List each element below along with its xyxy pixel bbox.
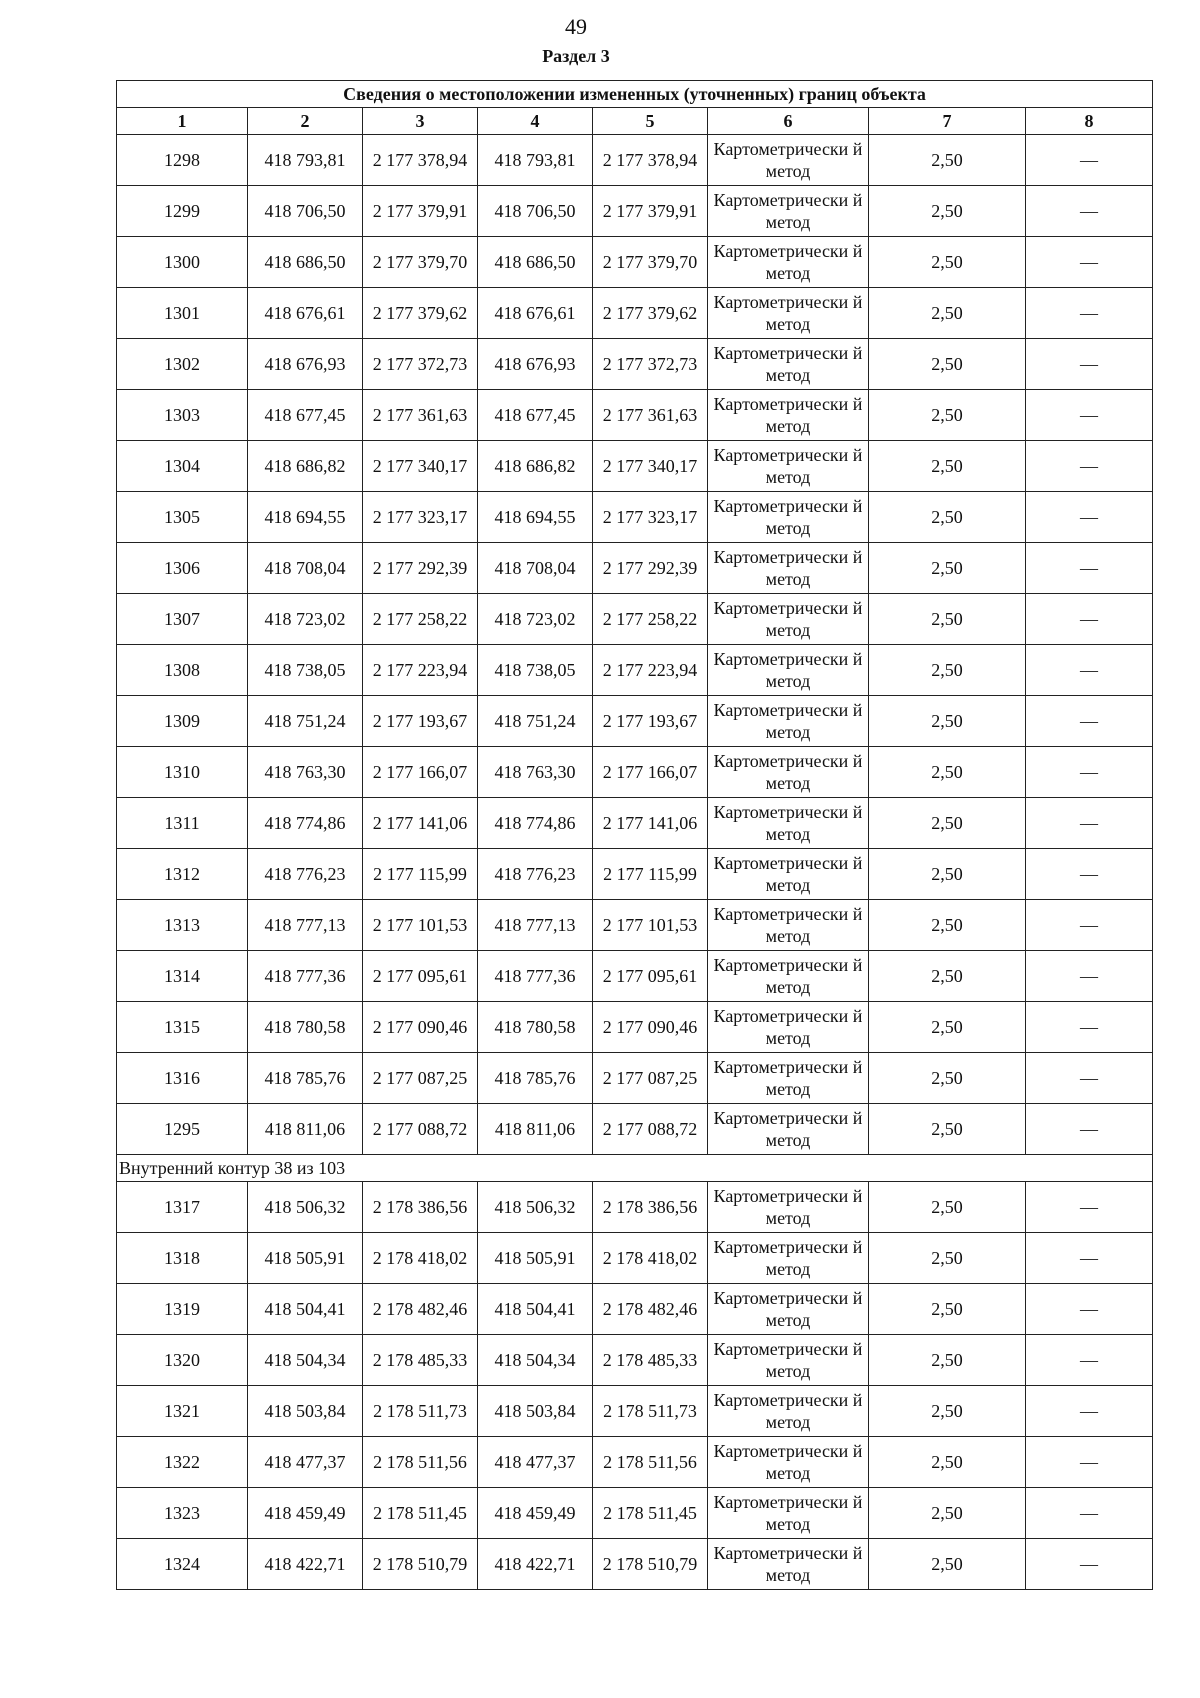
point-number-cell: 1312 bbox=[117, 849, 248, 900]
x-coordinate-cell: 418 751,24 bbox=[248, 696, 363, 747]
point-number-cell: 1318 bbox=[117, 1233, 248, 1284]
x-coordinate-refined-cell: 418 708,04 bbox=[478, 543, 593, 594]
y-coordinate-cell: 2 177 372,73 bbox=[363, 339, 478, 390]
point-number-cell: 1322 bbox=[117, 1437, 248, 1488]
description-cell: — bbox=[1026, 798, 1153, 849]
x-coordinate-cell: 418 676,93 bbox=[248, 339, 363, 390]
description-cell: — bbox=[1026, 543, 1153, 594]
method-cell: Картометрически й метод bbox=[708, 441, 869, 492]
y-coordinate-cell: 2 178 418,02 bbox=[363, 1233, 478, 1284]
method-cell: Картометрически й метод bbox=[708, 1539, 869, 1590]
table-row bbox=[117, 1335, 1153, 1386]
x-coordinate-cell: 418 504,34 bbox=[248, 1335, 363, 1386]
column-number: 6 bbox=[708, 108, 869, 135]
x-coordinate-refined-cell: 418 811,06 bbox=[478, 1104, 593, 1155]
x-coordinate-refined-cell: 418 777,13 bbox=[478, 900, 593, 951]
x-coordinate-refined-cell: 418 780,58 bbox=[478, 1002, 593, 1053]
column-number: 3 bbox=[363, 108, 478, 135]
y-coordinate-cell: 2 177 223,94 bbox=[363, 645, 478, 696]
column-number: 7 bbox=[869, 108, 1026, 135]
table-row bbox=[117, 1182, 1153, 1233]
table-row bbox=[117, 1488, 1153, 1539]
description-cell: — bbox=[1026, 135, 1153, 186]
y-coordinate-refined-cell: 2 177 292,39 bbox=[593, 543, 708, 594]
x-coordinate-refined-cell: 418 777,36 bbox=[478, 951, 593, 1002]
x-coordinate-cell: 418 793,81 bbox=[248, 135, 363, 186]
accuracy-cell: 2,50 bbox=[869, 237, 1026, 288]
description-cell: — bbox=[1026, 1053, 1153, 1104]
x-coordinate-cell: 418 503,84 bbox=[248, 1386, 363, 1437]
x-coordinate-cell: 418 777,36 bbox=[248, 951, 363, 1002]
x-coordinate-cell: 418 686,50 bbox=[248, 237, 363, 288]
point-number-cell: 1321 bbox=[117, 1386, 248, 1437]
table-row bbox=[117, 492, 1153, 543]
x-coordinate-cell: 418 723,02 bbox=[248, 594, 363, 645]
y-coordinate-cell: 2 178 482,46 bbox=[363, 1284, 478, 1335]
table-row bbox=[117, 1539, 1153, 1590]
description-cell: — bbox=[1026, 696, 1153, 747]
description-cell: — bbox=[1026, 1335, 1153, 1386]
method-cell: Картометрически й метод bbox=[708, 237, 869, 288]
point-number-cell: 1303 bbox=[117, 390, 248, 441]
description-cell: — bbox=[1026, 951, 1153, 1002]
y-coordinate-refined-cell: 2 178 418,02 bbox=[593, 1233, 708, 1284]
method-cell: Картометрически й метод bbox=[708, 1053, 869, 1104]
y-coordinate-cell: 2 177 090,46 bbox=[363, 1002, 478, 1053]
x-coordinate-cell: 418 708,04 bbox=[248, 543, 363, 594]
x-coordinate-refined-cell: 418 774,86 bbox=[478, 798, 593, 849]
table-row bbox=[117, 1002, 1153, 1053]
column-number-row bbox=[117, 108, 1153, 135]
y-coordinate-refined-cell: 2 177 095,61 bbox=[593, 951, 708, 1002]
table-row bbox=[117, 645, 1153, 696]
y-coordinate-cell: 2 177 361,63 bbox=[363, 390, 478, 441]
column-number: 2 bbox=[248, 108, 363, 135]
table-row bbox=[117, 1386, 1153, 1437]
y-coordinate-refined-cell: 2 177 087,25 bbox=[593, 1053, 708, 1104]
accuracy-cell: 2,50 bbox=[869, 1002, 1026, 1053]
y-coordinate-refined-cell: 2 177 090,46 bbox=[593, 1002, 708, 1053]
x-coordinate-refined-cell: 418 676,61 bbox=[478, 288, 593, 339]
y-coordinate-cell: 2 177 166,07 bbox=[363, 747, 478, 798]
table-row bbox=[117, 135, 1153, 186]
method-cell: Картометрически й метод bbox=[708, 1335, 869, 1386]
x-coordinate-cell: 418 706,50 bbox=[248, 186, 363, 237]
point-number-cell: 1302 bbox=[117, 339, 248, 390]
table-caption: Сведения о местоположении измененных (уточненных) границ объекта bbox=[117, 81, 1153, 108]
method-cell: Картометрически й метод bbox=[708, 849, 869, 900]
method-cell: Картометрически й метод bbox=[708, 492, 869, 543]
x-coordinate-cell: 418 504,41 bbox=[248, 1284, 363, 1335]
y-coordinate-refined-cell: 2 177 379,70 bbox=[593, 237, 708, 288]
accuracy-cell: 2,50 bbox=[869, 645, 1026, 696]
x-coordinate-cell: 418 422,71 bbox=[248, 1539, 363, 1590]
y-coordinate-cell: 2 177 258,22 bbox=[363, 594, 478, 645]
y-coordinate-cell: 2 177 323,17 bbox=[363, 492, 478, 543]
y-coordinate-refined-cell: 2 177 258,22 bbox=[593, 594, 708, 645]
point-number-cell: 1317 bbox=[117, 1182, 248, 1233]
y-coordinate-refined-cell: 2 177 088,72 bbox=[593, 1104, 708, 1155]
accuracy-cell: 2,50 bbox=[869, 900, 1026, 951]
x-coordinate-cell: 418 459,49 bbox=[248, 1488, 363, 1539]
point-number-cell: 1295 bbox=[117, 1104, 248, 1155]
y-coordinate-refined-cell: 2 177 378,94 bbox=[593, 135, 708, 186]
accuracy-cell: 2,50 bbox=[869, 492, 1026, 543]
y-coordinate-refined-cell: 2 177 101,53 bbox=[593, 900, 708, 951]
accuracy-cell: 2,50 bbox=[869, 1182, 1026, 1233]
contour-label: Внутренний контур 38 из 103 bbox=[117, 1155, 1153, 1182]
y-coordinate-cell: 2 177 115,99 bbox=[363, 849, 478, 900]
y-coordinate-refined-cell: 2 178 511,56 bbox=[593, 1437, 708, 1488]
method-cell: Картометрически й метод bbox=[708, 1386, 869, 1437]
page-number: 49 bbox=[565, 14, 587, 39]
x-coordinate-cell: 418 686,82 bbox=[248, 441, 363, 492]
method-cell: Картометрически й метод bbox=[708, 696, 869, 747]
description-cell: — bbox=[1026, 1539, 1153, 1590]
point-number-cell: 1311 bbox=[117, 798, 248, 849]
x-coordinate-cell: 418 780,58 bbox=[248, 1002, 363, 1053]
accuracy-cell: 2,50 bbox=[869, 747, 1026, 798]
accuracy-cell: 2,50 bbox=[869, 1053, 1026, 1104]
y-coordinate-refined-cell: 2 177 166,07 bbox=[593, 747, 708, 798]
description-cell: — bbox=[1026, 900, 1153, 951]
x-coordinate-cell: 418 774,86 bbox=[248, 798, 363, 849]
y-coordinate-refined-cell: 2 177 323,17 bbox=[593, 492, 708, 543]
method-cell: Картометрически й метод bbox=[708, 339, 869, 390]
table-row bbox=[117, 441, 1153, 492]
coordinates-table bbox=[116, 80, 1153, 1590]
y-coordinate-cell: 2 178 511,73 bbox=[363, 1386, 478, 1437]
description-cell: — bbox=[1026, 288, 1153, 339]
y-coordinate-refined-cell: 2 178 511,45 bbox=[593, 1488, 708, 1539]
x-coordinate-cell: 418 505,91 bbox=[248, 1233, 363, 1284]
column-number: 8 bbox=[1026, 108, 1153, 135]
x-coordinate-refined-cell: 418 751,24 bbox=[478, 696, 593, 747]
y-coordinate-refined-cell: 2 177 372,73 bbox=[593, 339, 708, 390]
point-number-cell: 1307 bbox=[117, 594, 248, 645]
x-coordinate-cell: 418 777,13 bbox=[248, 900, 363, 951]
point-number-cell: 1314 bbox=[117, 951, 248, 1002]
table-row bbox=[117, 339, 1153, 390]
method-cell: Картометрически й метод bbox=[708, 900, 869, 951]
table-row bbox=[117, 594, 1153, 645]
x-coordinate-refined-cell: 418 776,23 bbox=[478, 849, 593, 900]
table-row bbox=[117, 237, 1153, 288]
y-coordinate-refined-cell: 2 178 511,73 bbox=[593, 1386, 708, 1437]
table-body bbox=[117, 135, 1153, 1590]
x-coordinate-refined-cell: 418 503,84 bbox=[478, 1386, 593, 1437]
accuracy-cell: 2,50 bbox=[869, 798, 1026, 849]
x-coordinate-cell: 418 811,06 bbox=[248, 1104, 363, 1155]
method-cell: Картометрически й метод bbox=[708, 594, 869, 645]
accuracy-cell: 2,50 bbox=[869, 135, 1026, 186]
accuracy-cell: 2,50 bbox=[869, 849, 1026, 900]
method-cell: Картометрически й метод bbox=[708, 390, 869, 441]
method-cell: Картометрически й метод bbox=[708, 1182, 869, 1233]
description-cell: — bbox=[1026, 1437, 1153, 1488]
description-cell: — bbox=[1026, 492, 1153, 543]
y-coordinate-refined-cell: 2 177 223,94 bbox=[593, 645, 708, 696]
description-cell: — bbox=[1026, 1104, 1153, 1155]
accuracy-cell: 2,50 bbox=[869, 1386, 1026, 1437]
y-coordinate-cell: 2 177 379,62 bbox=[363, 288, 478, 339]
x-coordinate-refined-cell: 418 686,82 bbox=[478, 441, 593, 492]
accuracy-cell: 2,50 bbox=[869, 696, 1026, 747]
description-cell: — bbox=[1026, 237, 1153, 288]
description-cell: — bbox=[1026, 849, 1153, 900]
method-cell: Картометрически й метод bbox=[708, 1002, 869, 1053]
x-coordinate-refined-cell: 418 793,81 bbox=[478, 135, 593, 186]
point-number-cell: 1313 bbox=[117, 900, 248, 951]
description-cell: — bbox=[1026, 1002, 1153, 1053]
y-coordinate-refined-cell: 2 177 193,67 bbox=[593, 696, 708, 747]
accuracy-cell: 2,50 bbox=[869, 1104, 1026, 1155]
y-coordinate-cell: 2 177 088,72 bbox=[363, 1104, 478, 1155]
accuracy-cell: 2,50 bbox=[869, 1437, 1026, 1488]
table-row bbox=[117, 1437, 1153, 1488]
point-number-cell: 1324 bbox=[117, 1539, 248, 1590]
point-number-cell: 1300 bbox=[117, 237, 248, 288]
description-cell: — bbox=[1026, 1284, 1153, 1335]
x-coordinate-refined-cell: 418 763,30 bbox=[478, 747, 593, 798]
x-coordinate-refined-cell: 418 738,05 bbox=[478, 645, 593, 696]
accuracy-cell: 2,50 bbox=[869, 288, 1026, 339]
table-row bbox=[117, 798, 1153, 849]
x-coordinate-refined-cell: 418 504,34 bbox=[478, 1335, 593, 1386]
table-row bbox=[117, 1284, 1153, 1335]
accuracy-cell: 2,50 bbox=[869, 1539, 1026, 1590]
x-coordinate-refined-cell: 418 477,37 bbox=[478, 1437, 593, 1488]
accuracy-cell: 2,50 bbox=[869, 951, 1026, 1002]
method-cell: Картометрически й метод bbox=[708, 1233, 869, 1284]
table-row bbox=[117, 747, 1153, 798]
y-coordinate-cell: 2 177 095,61 bbox=[363, 951, 478, 1002]
y-coordinate-cell: 2 178 386,56 bbox=[363, 1182, 478, 1233]
y-coordinate-refined-cell: 2 177 361,63 bbox=[593, 390, 708, 441]
method-cell: Картометрически й метод bbox=[708, 543, 869, 594]
y-coordinate-cell: 2 177 379,91 bbox=[363, 186, 478, 237]
y-coordinate-refined-cell: 2 177 141,06 bbox=[593, 798, 708, 849]
point-number-cell: 1309 bbox=[117, 696, 248, 747]
description-cell: — bbox=[1026, 339, 1153, 390]
description-cell: — bbox=[1026, 747, 1153, 798]
x-coordinate-refined-cell: 418 686,50 bbox=[478, 237, 593, 288]
point-number-cell: 1310 bbox=[117, 747, 248, 798]
method-cell: Картометрически й метод bbox=[708, 645, 869, 696]
column-number: 5 bbox=[593, 108, 708, 135]
x-coordinate-cell: 418 785,76 bbox=[248, 1053, 363, 1104]
y-coordinate-refined-cell: 2 178 482,46 bbox=[593, 1284, 708, 1335]
method-cell: Картометрически й метод bbox=[708, 1104, 869, 1155]
table-row bbox=[117, 288, 1153, 339]
x-coordinate-refined-cell: 418 505,91 bbox=[478, 1233, 593, 1284]
accuracy-cell: 2,50 bbox=[869, 543, 1026, 594]
y-coordinate-cell: 2 177 101,53 bbox=[363, 900, 478, 951]
x-coordinate-cell: 418 738,05 bbox=[248, 645, 363, 696]
table-row bbox=[117, 186, 1153, 237]
point-number-cell: 1320 bbox=[117, 1335, 248, 1386]
description-cell: — bbox=[1026, 441, 1153, 492]
description-cell: — bbox=[1026, 645, 1153, 696]
point-number-cell: 1315 bbox=[117, 1002, 248, 1053]
x-coordinate-refined-cell: 418 706,50 bbox=[478, 186, 593, 237]
x-coordinate-refined-cell: 418 785,76 bbox=[478, 1053, 593, 1104]
table-row bbox=[117, 1233, 1153, 1284]
x-coordinate-refined-cell: 418 506,32 bbox=[478, 1182, 593, 1233]
accuracy-cell: 2,50 bbox=[869, 1335, 1026, 1386]
x-coordinate-refined-cell: 418 677,45 bbox=[478, 390, 593, 441]
y-coordinate-cell: 2 177 087,25 bbox=[363, 1053, 478, 1104]
point-number-cell: 1301 bbox=[117, 288, 248, 339]
table-row bbox=[117, 390, 1153, 441]
y-coordinate-cell: 2 178 511,45 bbox=[363, 1488, 478, 1539]
x-coordinate-cell: 418 694,55 bbox=[248, 492, 363, 543]
y-coordinate-refined-cell: 2 178 386,56 bbox=[593, 1182, 708, 1233]
point-number-cell: 1304 bbox=[117, 441, 248, 492]
y-coordinate-cell: 2 177 141,06 bbox=[363, 798, 478, 849]
y-coordinate-cell: 2 177 379,70 bbox=[363, 237, 478, 288]
description-cell: — bbox=[1026, 1386, 1153, 1437]
contour-row bbox=[117, 1155, 1153, 1182]
method-cell: Картометрически й метод bbox=[708, 798, 869, 849]
column-number: 4 bbox=[478, 108, 593, 135]
y-coordinate-cell: 2 177 292,39 bbox=[363, 543, 478, 594]
x-coordinate-refined-cell: 418 504,41 bbox=[478, 1284, 593, 1335]
x-coordinate-cell: 418 477,37 bbox=[248, 1437, 363, 1488]
y-coordinate-cell: 2 177 193,67 bbox=[363, 696, 478, 747]
description-cell: — bbox=[1026, 1182, 1153, 1233]
table-row bbox=[117, 696, 1153, 747]
accuracy-cell: 2,50 bbox=[869, 186, 1026, 237]
description-cell: — bbox=[1026, 186, 1153, 237]
description-cell: — bbox=[1026, 1233, 1153, 1284]
table-row bbox=[117, 900, 1153, 951]
method-cell: Картометрически й метод bbox=[708, 747, 869, 798]
description-cell: — bbox=[1026, 1488, 1153, 1539]
x-coordinate-cell: 418 776,23 bbox=[248, 849, 363, 900]
point-number-cell: 1298 bbox=[117, 135, 248, 186]
method-cell: Картометрически й метод bbox=[708, 1488, 869, 1539]
x-coordinate-refined-cell: 418 422,71 bbox=[478, 1539, 593, 1590]
y-coordinate-refined-cell: 2 178 485,33 bbox=[593, 1335, 708, 1386]
table-row bbox=[117, 951, 1153, 1002]
accuracy-cell: 2,50 bbox=[869, 1233, 1026, 1284]
point-number-cell: 1305 bbox=[117, 492, 248, 543]
method-cell: Картометрически й метод bbox=[708, 288, 869, 339]
point-number-cell: 1306 bbox=[117, 543, 248, 594]
x-coordinate-cell: 418 677,45 bbox=[248, 390, 363, 441]
y-coordinate-refined-cell: 2 177 379,62 bbox=[593, 288, 708, 339]
x-coordinate-refined-cell: 418 459,49 bbox=[478, 1488, 593, 1539]
table-row bbox=[117, 849, 1153, 900]
description-cell: — bbox=[1026, 594, 1153, 645]
y-coordinate-refined-cell: 2 177 379,91 bbox=[593, 186, 708, 237]
point-number-cell: 1308 bbox=[117, 645, 248, 696]
table-row bbox=[117, 543, 1153, 594]
section-title: Раздел 3 bbox=[542, 46, 610, 66]
x-coordinate-cell: 418 763,30 bbox=[248, 747, 363, 798]
y-coordinate-cell: 2 177 340,17 bbox=[363, 441, 478, 492]
method-cell: Картометрически й метод bbox=[708, 951, 869, 1002]
y-coordinate-refined-cell: 2 177 340,17 bbox=[593, 441, 708, 492]
accuracy-cell: 2,50 bbox=[869, 339, 1026, 390]
point-number-cell: 1299 bbox=[117, 186, 248, 237]
method-cell: Картометрически й метод bbox=[708, 135, 869, 186]
x-coordinate-refined-cell: 418 723,02 bbox=[478, 594, 593, 645]
x-coordinate-refined-cell: 418 676,93 bbox=[478, 339, 593, 390]
accuracy-cell: 2,50 bbox=[869, 1284, 1026, 1335]
accuracy-cell: 2,50 bbox=[869, 441, 1026, 492]
y-coordinate-cell: 2 178 511,56 bbox=[363, 1437, 478, 1488]
x-coordinate-refined-cell: 418 694,55 bbox=[478, 492, 593, 543]
method-cell: Картометрически й метод bbox=[708, 1437, 869, 1488]
table-row bbox=[117, 1104, 1153, 1155]
y-coordinate-cell: 2 177 378,94 bbox=[363, 135, 478, 186]
point-number-cell: 1323 bbox=[117, 1488, 248, 1539]
x-coordinate-cell: 418 506,32 bbox=[248, 1182, 363, 1233]
accuracy-cell: 2,50 bbox=[869, 594, 1026, 645]
y-coordinate-refined-cell: 2 178 510,79 bbox=[593, 1539, 708, 1590]
accuracy-cell: 2,50 bbox=[869, 1488, 1026, 1539]
description-cell: — bbox=[1026, 390, 1153, 441]
x-coordinate-cell: 418 676,61 bbox=[248, 288, 363, 339]
accuracy-cell: 2,50 bbox=[869, 390, 1026, 441]
point-number-cell: 1319 bbox=[117, 1284, 248, 1335]
table-row bbox=[117, 1053, 1153, 1104]
method-cell: Картометрически й метод bbox=[708, 1284, 869, 1335]
column-number: 1 bbox=[117, 108, 248, 135]
method-cell: Картометрически й метод bbox=[708, 186, 869, 237]
y-coordinate-cell: 2 178 510,79 bbox=[363, 1539, 478, 1590]
y-coordinate-cell: 2 178 485,33 bbox=[363, 1335, 478, 1386]
point-number-cell: 1316 bbox=[117, 1053, 248, 1104]
y-coordinate-refined-cell: 2 177 115,99 bbox=[593, 849, 708, 900]
